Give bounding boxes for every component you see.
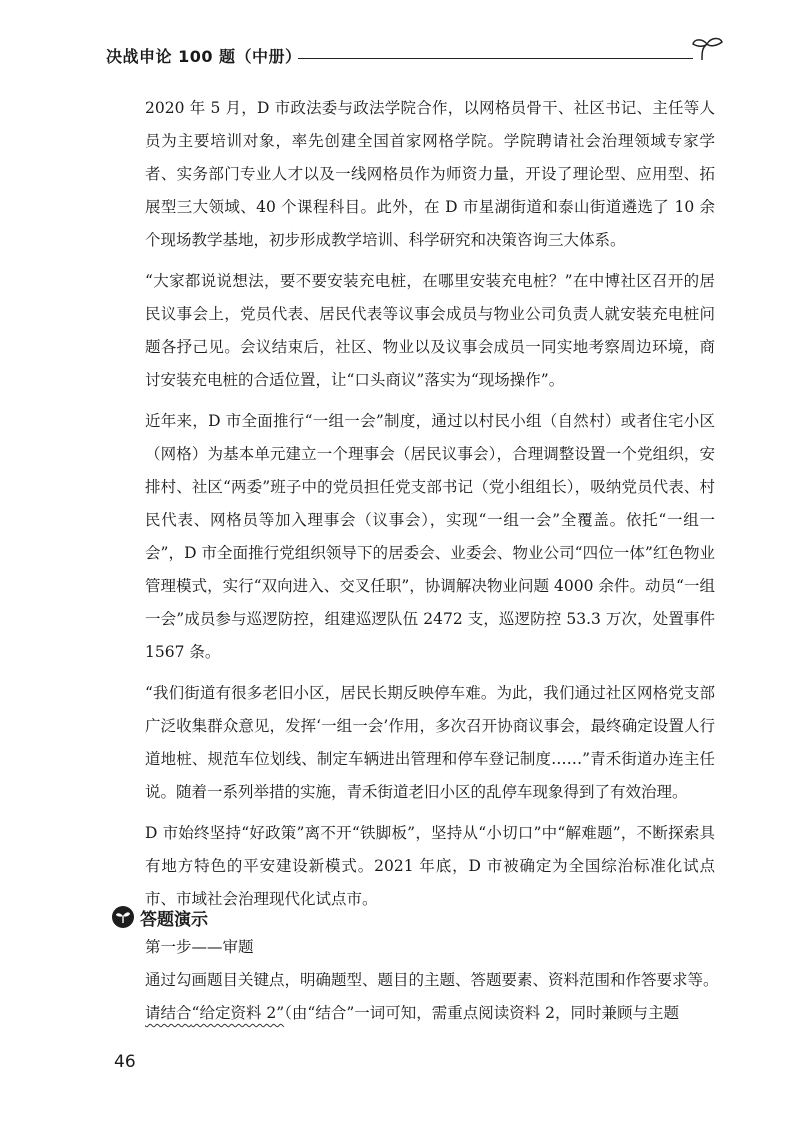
paragraph-1: 2020 年 5 月，D 市政法委与政法学院合作，以网格员骨干、社区书记、主任等人员为主要培训对象，率先创建全国首家网格学院。学院聘请社会治理领域专家学者、实务部门专业人才以及一线网格员作为师资力量，开设了理论型、应用型、拓展型三大领域、40 个课程科目。此外，在 D 市星湖街道和泰山街道遴选了 10 余个现场教学基地，初步形成教学培训、科学研究和决策咨询三大体系。 xyxy=(145,99,715,249)
paragraph-3: 近年来，D 市全面推行“一组一会”制度，通过以村民小组（自然村）或者住宅小区（网格）为基本单元建立一个理事会（居民议事会），合理调整设置一个党组织，安排村、社区“两委”班子中的党员担任党支部书记（党小组组长），吸纳党员代表、村民代表、网格员等加入理事会（议事会），实现“一组一会”全覆盖。依托“一组一会”，D 市全面推行党组织领导下的居委会、业委会、物业公司“四位一体”红色物业管理模式，实行“双向进入、交叉任职”，协调解决物业问题 4000 余件。动员“一组一会”成员参与巡逻防控，组建巡逻队伍 2472 支，巡逻防控 53.3 万次，处置事件 1567 条。 xyxy=(145,412,715,661)
section-heading xyxy=(112,903,722,931)
answer-demo-section xyxy=(112,903,722,1030)
body-text xyxy=(145,92,715,924)
leaf-icon xyxy=(112,906,134,928)
paragraph-2: “大家都说说想法，要不要安装充电桩，在哪里安装充电桩？”在中博社区召开的居民议事会上，党员代表、居民代表等议事会成员与物业公司负责人就安装充电桩问题各抒己见。会议结束后，社区、物业以及议事会成员一同实地考察周边环境，商讨安装充电桩的合适位置，让“口头商议”落实为“现场操作”。 xyxy=(145,272,715,389)
instruction-paragraph: 通过勾画题目关键点，明确题型、题目的主题、答题要素、资料范围和作答要求等。 xyxy=(145,971,719,989)
step-label: 第一步——审题 xyxy=(145,938,254,956)
paragraph-5: D 市始终坚持“好政策”离不开“铁脚板”，坚持从“小切口”中“解难题”，不断探索具有地方特色的平安建设新模式。2021 年底，D 市被确定为全国综治标准化试点市、市域社会治理现代化试点市。 xyxy=(145,824,715,908)
keyword-material: “给定资料 2” xyxy=(191,1004,285,1022)
sprout-icon xyxy=(690,36,724,62)
keyword-combine: 请结合 xyxy=(145,1004,192,1022)
analysis-paragraph xyxy=(145,997,723,1030)
book-title: 决战申论 100 题（中册） xyxy=(106,47,302,66)
paragraph-4: “我们街道有很多老旧小区，居民长期反映停车难。为此，我们通过社区网格党支部广泛收集群众意见，发挥‘一组一会’作用，多次召开协商议事会，最终确定设置人行道地桩、规范车位划线、制定车辆进出管理和停车登记制度……”青禾街道办连主任说。随着一系列举措的实施，青禾街道老旧小区的乱停车现象得到了有效治理。 xyxy=(145,684,715,801)
section-title: 答题演示 xyxy=(140,909,208,930)
header-rule xyxy=(298,58,693,59)
analysis-text: （由“结合”一词可知，需重点阅读资料 2，同时兼顾与主题 xyxy=(284,1004,680,1022)
running-header xyxy=(106,36,726,66)
page-number: 46 xyxy=(114,1052,136,1072)
